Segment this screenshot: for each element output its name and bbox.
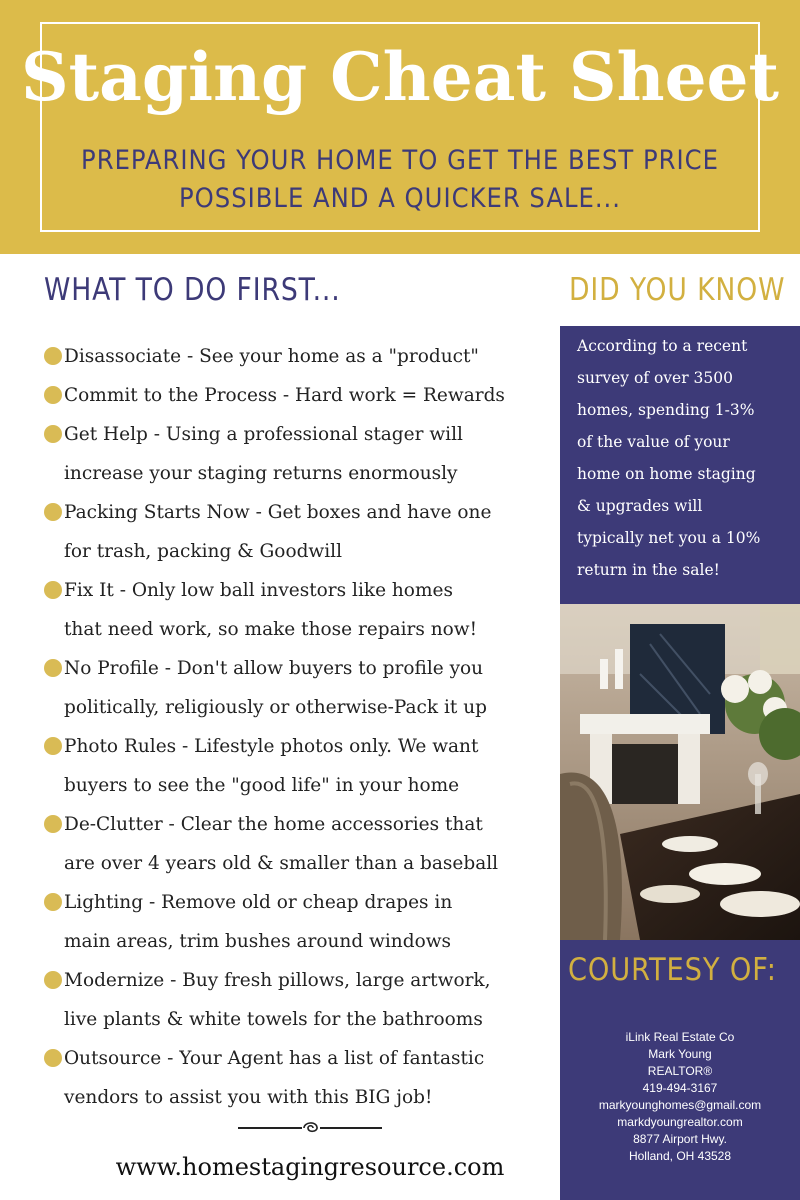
tip-text-line: Photo Rules - Lifestyle photos only. We want <box>64 736 479 757</box>
tip-text-line: increase your staging returns enormously <box>64 463 458 484</box>
tip-text-line: Commit to the Process - Hard work = Rewards <box>64 385 505 406</box>
agent-name: Mark Young <box>648 1047 712 1061</box>
tip-text-line: No Profile - Don't allow buyers to profile you <box>64 658 484 679</box>
tip-text-line: Disassociate - See your home as a "product" <box>64 346 479 367</box>
bullet-dot-icon <box>44 581 62 599</box>
tip-item <box>44 493 564 571</box>
tip-item <box>44 376 564 415</box>
agent-phone: 419-494-3167 <box>642 1081 718 1095</box>
bullet-dot-icon <box>44 971 62 989</box>
tip-item <box>44 571 564 649</box>
tip-text-line: live plants & white towels for the bathrooms <box>64 1009 483 1030</box>
swirl-ornament-icon <box>302 1119 320 1135</box>
what-to-do-first-heading: WHAT TO DO FIRST... <box>44 272 341 308</box>
agent-contact-info <box>560 1029 800 1165</box>
agent-address-street: 8877 Airport Hwy. <box>633 1132 727 1146</box>
tip-item <box>44 805 564 883</box>
tip-text-line: for trash, packing & Goodwill <box>64 541 343 562</box>
tip-item <box>44 961 564 1039</box>
subtitle-line-2: POSSIBLE AND A QUICKER SALE... <box>179 183 621 214</box>
tip-text-line: buyers to see the "good life" in your home <box>64 775 460 796</box>
dyk-line: home on home staging <box>577 465 756 483</box>
bullet-dot-icon <box>44 347 62 365</box>
dyk-line: of the value of your <box>577 433 730 451</box>
tip-text-line: vendors to assist you with this BIG job! <box>64 1087 433 1108</box>
tip-text-line: Get Help - Using a professional stager will <box>64 424 463 445</box>
subtitle-line-1: PREPARING YOUR HOME TO GET THE BEST PRICE <box>81 145 719 176</box>
tip-text-line: that need work, so make those repairs now! <box>64 619 478 640</box>
tip-item <box>44 649 564 727</box>
tip-text-line: Packing Starts Now - Get boxes and have one <box>64 502 492 523</box>
courtesy-heading: COURTESY OF: <box>568 952 777 988</box>
tip-text-line: De-Clutter - Clear the home accessories that <box>64 814 483 835</box>
bullet-dot-icon <box>44 386 62 404</box>
tip-item <box>44 883 564 961</box>
agent-email: markyounghomes@gmail.com <box>598 1098 762 1112</box>
tip-item <box>44 727 564 805</box>
tips-list <box>44 337 564 1117</box>
tip-text-line: Modernize - Buy fresh pillows, large artwork, <box>64 970 491 991</box>
tip-text-line: are over 4 years old & smaller than a baseball <box>64 853 499 874</box>
dyk-line: According to a recent <box>577 337 748 355</box>
agent-address-city: Holland, OH 43528 <box>628 1149 732 1163</box>
staged-dining-room-photo <box>560 604 800 940</box>
dyk-line: return in the sale! <box>577 561 720 579</box>
page-title: Staging Cheat Sheet <box>20 38 780 116</box>
tip-item <box>44 415 564 493</box>
bullet-dot-icon <box>44 737 62 755</box>
bullet-dot-icon <box>44 659 62 677</box>
tip-text-line: Fix It - Only low ball investors like homes <box>64 580 453 601</box>
dyk-line: & upgrades will <box>577 497 703 515</box>
tip-item <box>44 337 564 376</box>
tip-item <box>44 1039 564 1117</box>
bullet-dot-icon <box>44 503 62 521</box>
footer-website: www.homestagingresource.com <box>115 1153 505 1181</box>
page-subtitle <box>60 142 740 218</box>
agent-company: iLink Real Estate Co <box>625 1030 735 1044</box>
dyk-line: survey of over 3500 <box>577 369 733 387</box>
tip-text-line: politically, religiously or otherwise-Pack it up <box>64 697 487 718</box>
dyk-line: typically net you a 10% <box>577 529 761 547</box>
dyk-line: homes, spending 1-3% <box>577 401 755 419</box>
agent-title: REALTOR® <box>647 1064 713 1078</box>
bullet-dot-icon <box>44 815 62 833</box>
agent-website: markdyoungrealtor.com <box>617 1115 743 1129</box>
bullet-dot-icon <box>44 425 62 443</box>
header-banner <box>0 0 800 254</box>
did-you-know-text <box>577 330 793 586</box>
tip-text-line: Outsource - Your Agent has a list of fantastic <box>64 1048 485 1069</box>
tip-text-line: main areas, trim bushes around windows <box>64 931 452 952</box>
bullet-dot-icon <box>44 1049 62 1067</box>
did-you-know-heading: DID YOU KNOW <box>569 272 786 308</box>
tip-text-line: Lighting - Remove old or cheap drapes in <box>64 892 453 913</box>
bullet-dot-icon <box>44 893 62 911</box>
